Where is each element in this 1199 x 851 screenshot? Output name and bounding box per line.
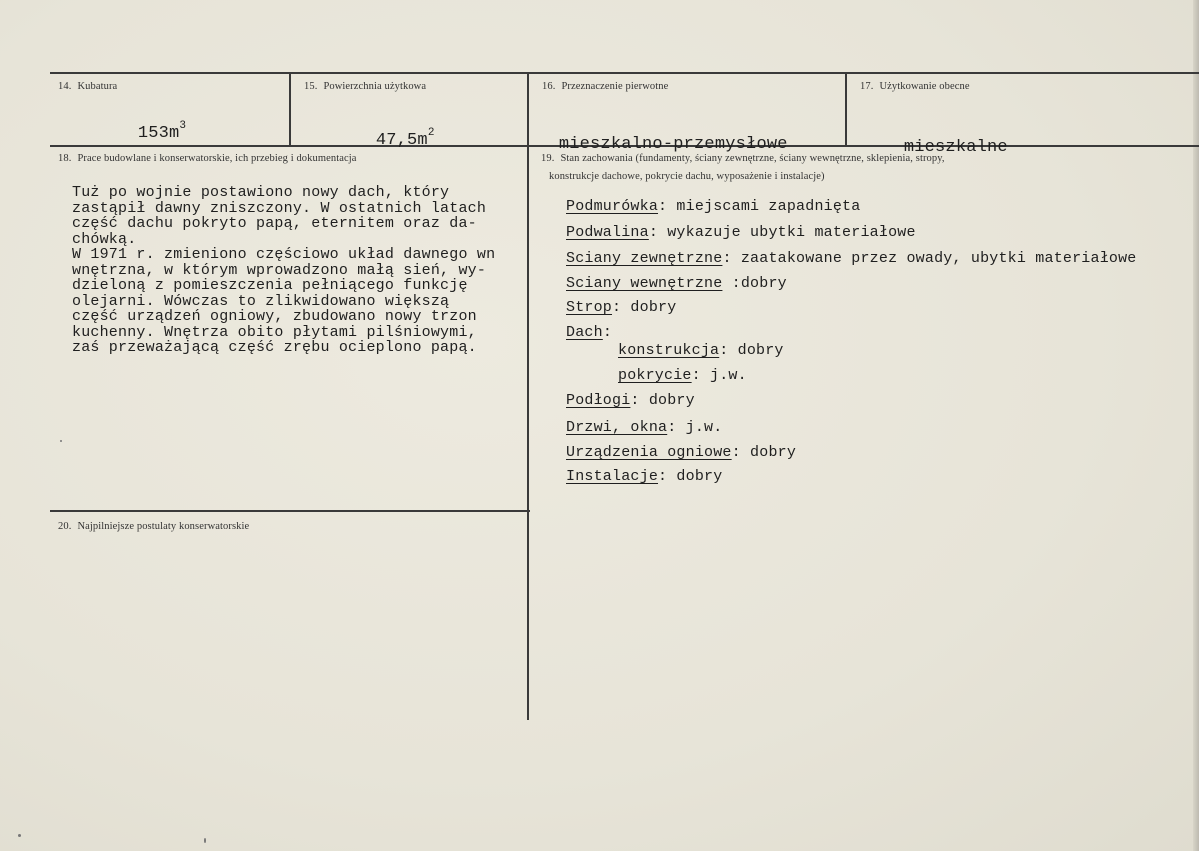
condition-separator: : bbox=[602, 324, 613, 341]
section-20-number: 20. bbox=[58, 521, 72, 532]
condition-value: miejscami zapadnięta bbox=[667, 198, 861, 215]
section-20-label bbox=[58, 521, 249, 532]
section-18-label-text: Prace budowlane i konserwatorskie, ich przebieg i dokumentacja bbox=[77, 153, 357, 164]
field-16-value bbox=[538, 116, 788, 154]
condition-value: wykazuje ubytki materiałowe bbox=[658, 224, 916, 241]
condition-item bbox=[566, 198, 860, 215]
paragraph-line: część urządzeń ogniowy, zbudowano nowy trzon bbox=[72, 308, 477, 325]
condition-item bbox=[566, 224, 916, 241]
condition-separator: : bbox=[658, 468, 668, 485]
condition-key: Sciany zewnętrzne bbox=[566, 250, 723, 267]
field-14-label-text: Kubatura bbox=[77, 81, 118, 92]
condition-item bbox=[566, 444, 796, 461]
field-15-sup: 2 bbox=[427, 127, 435, 139]
condition-item bbox=[618, 367, 747, 384]
field-14-value-text: 153m bbox=[137, 124, 180, 143]
condition-key: konstrukcja bbox=[618, 342, 720, 359]
condition-key: pokrycie bbox=[618, 367, 692, 384]
condition-separator: : bbox=[667, 419, 677, 436]
condition-value: dobry bbox=[740, 444, 797, 461]
section-19-label-line1: Stan zachowania (fundamenty, ściany zewnętrzne, ściany wewnętrzne, sklepienia, stropy, bbox=[560, 153, 945, 164]
field-15-value bbox=[355, 108, 435, 150]
top-rule bbox=[50, 72, 1199, 74]
section-18-text bbox=[72, 185, 495, 356]
field-14-sup: 3 bbox=[179, 120, 187, 132]
col-rule-3 bbox=[845, 72, 847, 147]
condition-item bbox=[566, 275, 787, 292]
paragraph-line: kuchenny. Wnętrza obito płytami pilśniowymi, bbox=[72, 323, 477, 341]
condition-key: Drzwi, okna bbox=[566, 419, 668, 436]
paper-speck bbox=[60, 440, 62, 442]
section-19-label-2 bbox=[549, 171, 825, 182]
condition-item bbox=[566, 392, 695, 409]
paragraph-line: wnętrzna, w którym wprowadzono małą sień, wy- bbox=[72, 261, 487, 279]
condition-item bbox=[566, 468, 722, 485]
condition-separator: : bbox=[691, 367, 701, 384]
condition-value: dobry bbox=[728, 342, 784, 359]
col-rule-2 bbox=[527, 72, 529, 720]
condition-value: zaatakowane przez owady, ubytki materiałowe bbox=[731, 250, 1137, 267]
field-17-label-text: Użytkowanie obecne bbox=[879, 81, 970, 92]
condition-value: :dobry bbox=[722, 275, 787, 292]
condition-item bbox=[566, 419, 722, 436]
middle-rule bbox=[50, 510, 530, 512]
condition-key: Instalacje bbox=[566, 468, 659, 485]
condition-value: j.w. bbox=[676, 419, 723, 436]
condition-key: Podwalina bbox=[566, 224, 649, 241]
condition-separator: : bbox=[630, 392, 640, 409]
field-16-label bbox=[542, 81, 668, 92]
section-20-label-text: Najpilniejsze postulaty konserwatorskie bbox=[77, 521, 250, 532]
condition-key: Urządzenia ogniowe bbox=[566, 444, 732, 461]
field-14-number: 14. bbox=[58, 81, 72, 92]
field-17-label bbox=[860, 81, 970, 92]
condition-key: Dach bbox=[566, 324, 603, 341]
condition-value: dobry bbox=[667, 468, 723, 485]
condition-item bbox=[566, 299, 676, 316]
paragraph-line: dzieloną z pomieszczenia pełniącego funkcję bbox=[72, 277, 468, 294]
paragraph-line: Tuż po wojnie postawiono nowy dach, który bbox=[72, 184, 450, 201]
field-15-number: 15. bbox=[304, 81, 318, 92]
condition-separator: : bbox=[658, 198, 668, 215]
condition-separator: : bbox=[612, 299, 622, 316]
section-19-number: 19. bbox=[541, 153, 555, 164]
field-14-value bbox=[117, 101, 186, 143]
paragraph-line: zaś przeważającą część zrębu ocieplono papą. bbox=[72, 339, 477, 356]
paragraph-line: zastąpił dawny zniszczony. W ostatnich latach bbox=[72, 199, 487, 217]
field-15-label bbox=[304, 81, 426, 92]
condition-key: Podłogi bbox=[566, 392, 631, 409]
paragraph-line: część dachu pokryto papą, eternitem oraz da- bbox=[72, 215, 477, 232]
field-15-label-text: Powierzchnia użytkowa bbox=[323, 81, 427, 92]
field-15-value-text: 47,5m bbox=[375, 131, 428, 150]
paragraph-line: olejarni. Wówczas to zlikwidowano większą bbox=[72, 292, 450, 310]
paper-speck bbox=[18, 834, 21, 837]
condition-value: dobry bbox=[621, 299, 677, 316]
field-16-label-text: Przeznaczenie pierwotne bbox=[561, 81, 669, 92]
condition-item bbox=[566, 324, 612, 341]
section-18-number: 18. bbox=[58, 153, 72, 164]
field-17-value bbox=[883, 119, 1008, 157]
section-19-label-line2: konstrukcje dachowe, pokrycie dachu, wyposażenie i instalacje) bbox=[549, 171, 825, 182]
condition-separator: : bbox=[648, 224, 659, 241]
field-17-value-text: mieszkalne bbox=[903, 138, 1008, 157]
condition-key: Podmurówka bbox=[566, 198, 659, 215]
field-16-value-text: mieszkalno-przemysłowe bbox=[558, 135, 788, 154]
section-18-label bbox=[58, 153, 357, 164]
paragraph-line: chówką. bbox=[72, 230, 137, 248]
condition-separator: : bbox=[722, 250, 732, 267]
field-16-number: 16. bbox=[542, 81, 556, 92]
paragraph-line: W 1971 r. zmieniono częściowo układ dawnego wn bbox=[72, 246, 496, 263]
paper-speck bbox=[204, 838, 206, 843]
field-14-label bbox=[58, 81, 117, 92]
section-19-label bbox=[541, 153, 945, 164]
condition-value: j.w. bbox=[700, 367, 747, 384]
condition-item bbox=[618, 342, 784, 359]
card-edge bbox=[1193, 0, 1199, 851]
condition-separator: : bbox=[731, 444, 741, 461]
col-rule-1 bbox=[289, 72, 291, 147]
condition-key: Strop bbox=[566, 299, 613, 316]
condition-value: dobry bbox=[639, 392, 695, 409]
condition-key: Sciany wewnętrzne bbox=[566, 275, 723, 292]
condition-item bbox=[566, 250, 1137, 267]
field-17-number: 17. bbox=[860, 81, 874, 92]
condition-separator: : bbox=[719, 342, 729, 359]
